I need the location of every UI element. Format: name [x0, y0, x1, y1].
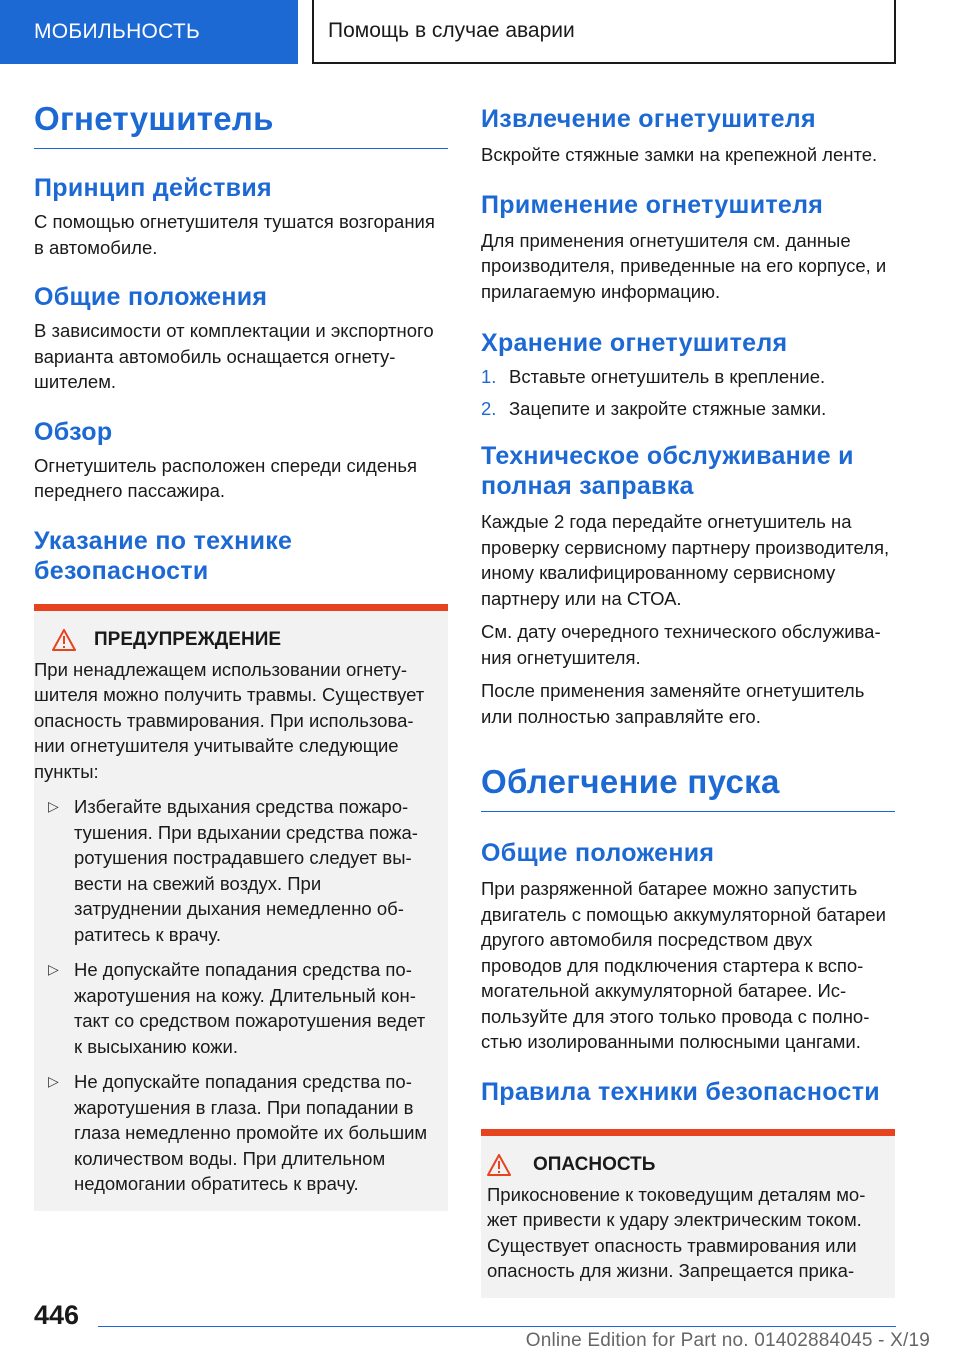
- maintenance-text-1: Каждые 2 года передайте огнетушитель на проверку сервисному партнеру производителя, иному квалифицированному сервисному партнеру или на СТОА.: [481, 511, 890, 609]
- warning-bullet: [34, 1069, 434, 1197]
- danger-title-row: [481, 1154, 885, 1176]
- danger-triangle-icon: [481, 1154, 517, 1176]
- warning-box: [34, 604, 448, 1211]
- safety-heading: Указание по технике безопасности: [34, 526, 293, 585]
- danger-box: [481, 1129, 895, 1298]
- storage-heading: Хранение огнетушителя: [481, 329, 788, 357]
- warning-title-row: [34, 629, 434, 651]
- maintenance-heading: Техническое обслуживание и полная заправка: [481, 442, 854, 500]
- storage-step: [481, 396, 895, 422]
- warning-bullet: [34, 794, 434, 947]
- jump-start-title: Облегчение пуска: [481, 763, 895, 812]
- danger-text: Прикосновение к токоведущим деталям может привести к удару электрическим током. Существует опасность травмирования или опасность для жизни. Запрещается прика-: [487, 1183, 866, 1281]
- storage-step: [481, 364, 895, 390]
- bullet-triangle-icon: ▷: [48, 798, 59, 814]
- step-number: 2.: [481, 397, 497, 419]
- principle-text: С помощью огнетушителя тушатся возгорания в автомобиле.: [34, 211, 435, 258]
- warning-bullet-text: Не допускайте попадания средства пожаротушения в глаза. При попадании в глаза немедленно промойте их большим количеством воды. При длительном недомогании обратитесь к врачу.: [74, 1071, 428, 1194]
- maintenance-text-2: См. дату очередного технического обслуживания огнетушителя.: [481, 621, 881, 668]
- left-column: [34, 100, 448, 1211]
- principle-heading: Принцип действия: [34, 174, 272, 202]
- chapter-header: [312, 0, 896, 64]
- overview-heading: Обзор: [34, 417, 113, 446]
- right-column: [481, 104, 895, 1298]
- overview-text: Огнетушитель расположен спереди сиденья переднего пассажира.: [34, 454, 418, 501]
- warning-bullet-text: Избегайте вдыхания средства пожаротушения. При вдыхании средства пожаротушения пострадавшего следует вывести на свежий воздух. При затруднении дыхания немедленно обратитесь к врачу.: [74, 796, 418, 945]
- warning-text: При ненадлежащем использовании огнетушителя можно получить травмы. Существует опасность травмирования. При использовании огнетушителя учитывайте следующие пункты:: [34, 658, 425, 782]
- general-heading: Общие положения: [34, 283, 268, 311]
- section-tab-label: МОБИЛЬНОСТЬ: [34, 20, 201, 43]
- edition-note: Online Edition for Part no. 01402884045 - X/19: [525, 1330, 930, 1351]
- storage-steps: [481, 364, 895, 421]
- step-text: Зацепите и закройте стяжные замки.: [509, 397, 827, 419]
- warning-bullet: [34, 957, 434, 1059]
- removal-text: Вскройте стяжные замки на крепежной ленте.: [481, 144, 878, 165]
- bullet-triangle-icon: ▷: [48, 961, 59, 977]
- danger-title: ОПАСНОСТЬ: [533, 1153, 656, 1175]
- warning-title: ПРЕДУПРЕЖДЕНИЕ: [94, 628, 282, 650]
- page-number: 446: [34, 1300, 80, 1330]
- usage-text: Для применения огнетушителя см. данные производителя, приведенные на его корпусе, и прилагаемую информацию.: [481, 229, 887, 302]
- warning-bullet-text: Не допускайте попадания средства пожаротушения на кожу. Длительный контакт со средством пожаротушения ведет к высыханию кожи.: [74, 959, 426, 1057]
- bullet-triangle-icon: ▷: [48, 1073, 59, 1089]
- general-text: В зависимости от комплектации и экспортного варианта автомобиль оснащается огнетушителем.: [34, 320, 434, 392]
- maintenance-text-3: После применения заменяйте огнетушитель или полностью заправляйте его.: [481, 680, 865, 727]
- jump-general-heading: Общие положения: [481, 839, 715, 867]
- chapter-title: Помощь в случае аварии: [328, 19, 575, 42]
- jump-safety-heading: Правила техники безопасности: [481, 1077, 880, 1106]
- step-text: Вставьте огнетушитель в крепление.: [509, 366, 826, 387]
- section-tab: [0, 0, 298, 64]
- warning-triangle-icon: [34, 629, 94, 651]
- page-title: Огнетушитель: [34, 100, 448, 149]
- removal-heading: Извлечение огнетушителя: [481, 105, 816, 133]
- footer-divider: [98, 1326, 896, 1327]
- jump-general-text: При разряженной батарее можно запустить двигатель с помощью аккумуляторной батареи другого автомобиля посредством двух проводов для подключения стартера к вспомогательной аккумуляторной батарее. Используйте для этого только провода с полностью изолированными полюсными цангами.: [481, 878, 886, 1052]
- usage-heading: Применение огнетушителя: [481, 190, 824, 219]
- step-number: 1.: [481, 366, 497, 387]
